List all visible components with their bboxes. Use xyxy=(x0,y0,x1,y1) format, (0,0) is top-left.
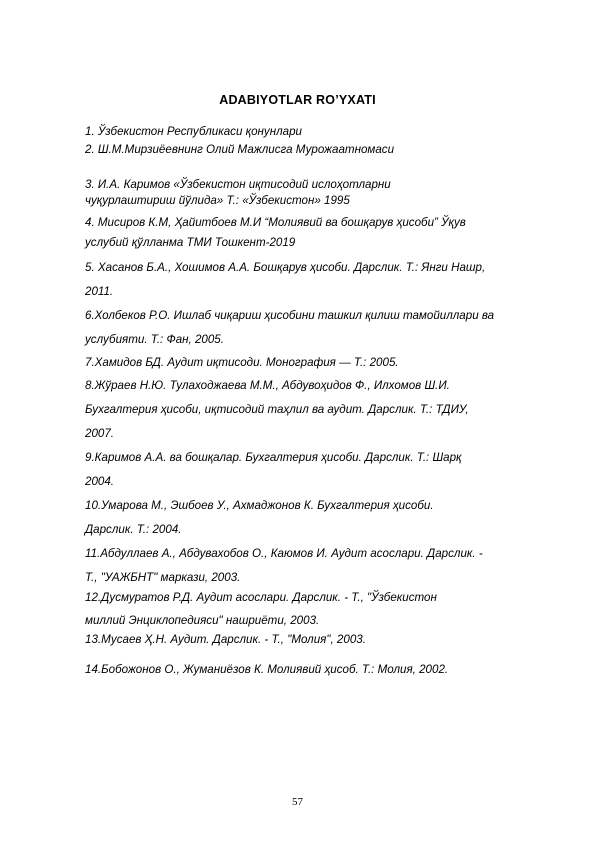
reference-10-line-2: Дарслик. Т.: 2004. xyxy=(85,523,182,536)
reference-5-line-1: 5. Хасанов Б.А., Хошимов А.А. Бошқарув ҳисоби. Дарслик. Т.: Янги Нашр, xyxy=(85,261,486,274)
reference-12-line-1: 12.Дусмуратов Р.Д. Аудит асослари. Дарслик. - Т., "Ўзбекистон xyxy=(85,591,437,604)
reference-13-line-1: 13.Мусаев Ҳ.Н. Аудит. Дарслик. - Т., "Молия", 2003. xyxy=(85,633,366,646)
reference-2-line-1: 2. Ш.М.Мирзиёевнинг Олий Мажлисга Мурожаатномаси xyxy=(85,143,395,156)
reference-4-line-1: 4. Мисиров К.М, Ҳайитбоев М.И “Молиявий ва бошқарув ҳисоби” Ўқув xyxy=(85,216,466,229)
page-number: 57 xyxy=(292,796,303,808)
page-heading: ADABIYOTLAR RO’YXATI xyxy=(219,93,376,107)
reference-1-line-1: 1. Ўзбекистон Республикаси қонунлари xyxy=(85,125,302,138)
reference-8-line-2: Бухгалтерия ҳисоби, иқтисодий таҳлил ва аудит. Дарслик. Т.: ТДИУ, xyxy=(85,403,469,416)
reference-8-line-1: 8.Жўраев Н.Ю. Тулаходжаева М.М., Абдувоҳидов Ф., Илхомов Ш.И. xyxy=(85,379,450,392)
reference-8-line-3: 2007. xyxy=(85,427,115,440)
reference-14-line-1: 14.Бобожонов О., Жуманиёзов К. Молиявий ҳисоб. Т.: Молия, 2002. xyxy=(85,663,449,676)
reference-5-line-2: 2011. xyxy=(85,285,114,298)
reference-11-line-2: Т., "УАЖБНТ" маркази, 2003. xyxy=(85,571,241,584)
reference-6-line-2: услубияти. Т.: Фан, 2005. xyxy=(85,333,224,346)
reference-9-line-2: 2004. xyxy=(85,475,115,488)
reference-11-line-1: 11.Абдуллаев А., Абдувахобов О., Каюмов И. Аудит асослари. Дарслик. - xyxy=(85,547,483,560)
reference-3-line-1: 3. И.А. Каримов «Ўзбекистон иқтисодий ислоҳотларни xyxy=(85,178,391,191)
reference-12-line-2: миллий Энциклопедияси" нашриёти, 2003. xyxy=(85,614,320,627)
reference-9-line-1: 9.Каримов А.А. ва бошқалар. Бухгалтерия ҳисоби. Дарслик. Т.: Шарқ xyxy=(85,451,462,464)
reference-3-line-2: чуқурлаштириш йўлида» Т.: «Ўзбекистон» 1995 xyxy=(85,194,350,207)
reference-6-line-1: 6.Холбеков Р.О. Ишлаб чиқариш ҳисобини ташкил қилиш тамойиллари ва xyxy=(85,309,495,322)
reference-10-line-1: 10.Умарова М., Эшбоев У., Ахмаджонов К. Бухгалтерия ҳисоби. xyxy=(85,499,434,512)
reference-7-line-1: 7.Хамидов БД. Аудит иқтисоди. Монография — Т.: 2005. xyxy=(85,356,399,369)
reference-4-line-2: услубий қўлланма ТМИ Тошкент-2019 xyxy=(85,236,296,249)
